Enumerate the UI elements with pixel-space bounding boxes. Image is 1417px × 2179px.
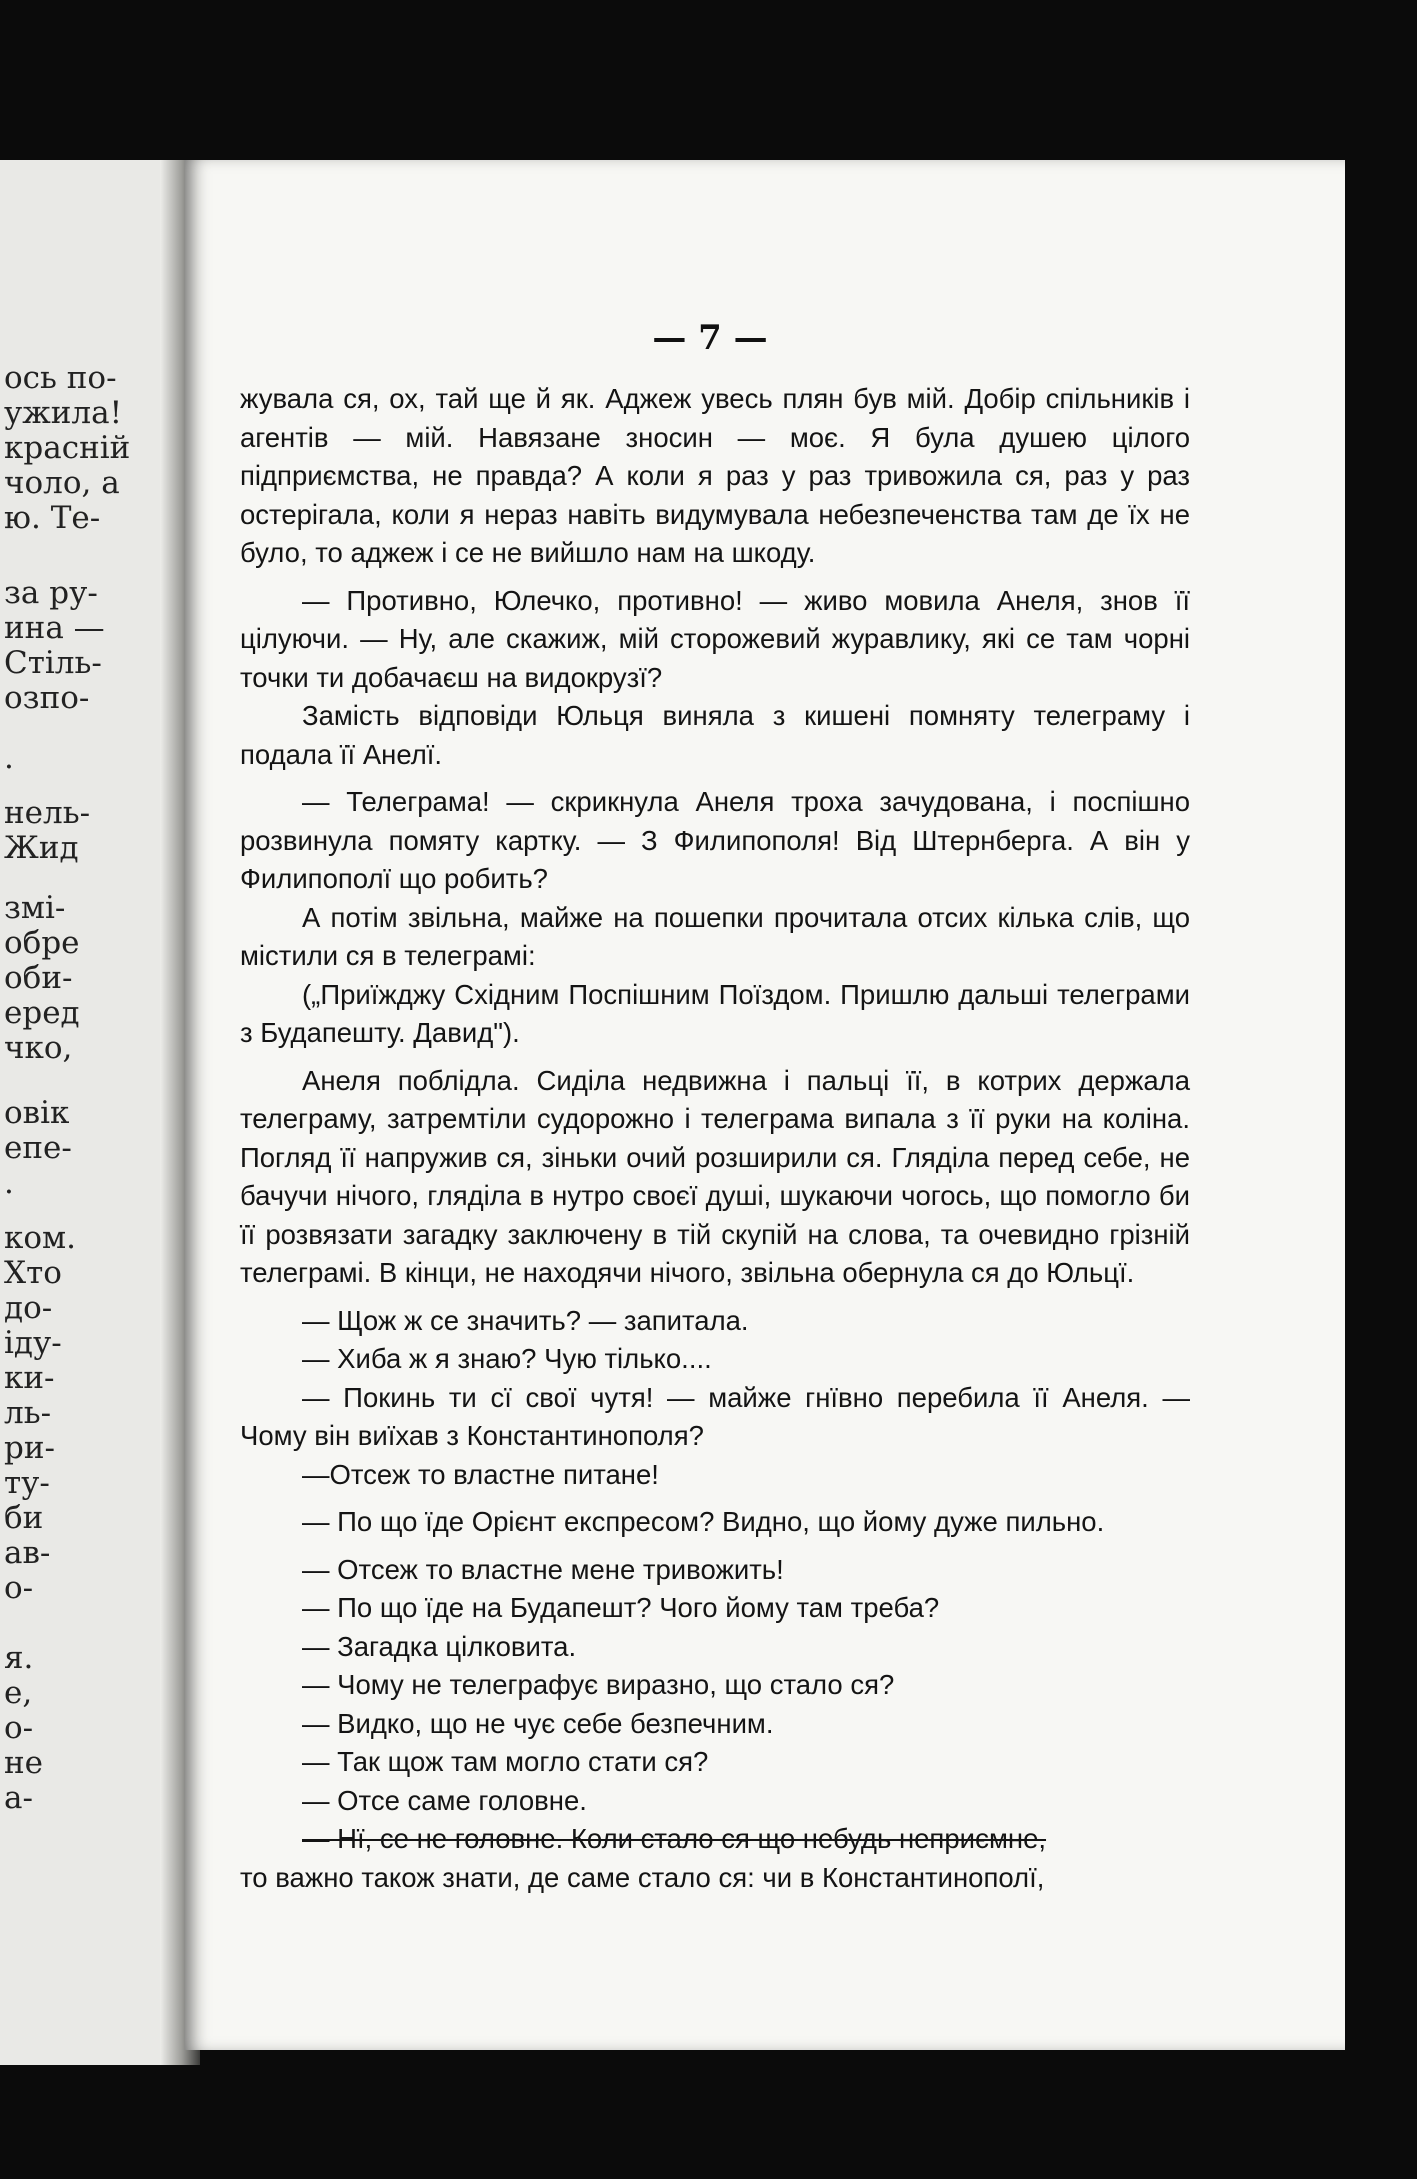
left-page-fragment: би — [4, 1500, 44, 1536]
paragraph: А потім звільна, майже на пошепки прочитала отсих кілька слів, що містили ся в телеграмі: — [240, 901, 1190, 971]
page-body — [240, 380, 1190, 1897]
left-page-fragment: красній — [4, 430, 131, 466]
paragraph: — Телеграма! — скрикнула Анеля троха зачудована, і поспішно розвинула помяту картку. — З Филипополя! Від Штернберга. А він у Филипополї що робить? — [240, 786, 1190, 894]
left-page-fragment: озпо- — [4, 680, 90, 716]
left-page-fragment: за ру- — [4, 575, 98, 611]
left-page-fragment: е, — [4, 1675, 33, 1711]
left-page-fragment: ина — — [4, 610, 105, 646]
paragraph: Замість відповіди Юльця виняла з кишені помняту телеграму і подала її Анелї. — [240, 700, 1190, 770]
dialogue-line: — Щож ж се значить? — запитала. — [302, 1304, 749, 1336]
paragraph: — Противно, Юлечко, противно! — живо мовила Анеля, знов її цілуючи. — Ну, але скажиж, мій сторожевий журавлику, які се там чорні точки ти добачаєш на видокрузї? — [240, 584, 1190, 693]
dialogue-line: — Покинь ти сї свої чутя! — майже гнївно перебила її Анеля. — Чому він виїхав з Константинополя? — [240, 1381, 1190, 1451]
dialogue-line: — Отсеж то властне мене тривожить! — [302, 1553, 784, 1585]
left-page-fragment: ри- — [4, 1430, 55, 1466]
left-page-fragment: о- — [4, 1570, 34, 1606]
left-page-fragment: обре — [4, 925, 80, 961]
left-page-fragment: оби- — [4, 960, 73, 996]
left-page-fragment: змі- — [4, 890, 66, 926]
page-number: — 7 — — [652, 318, 768, 358]
left-page-fragment: чоло, а — [4, 465, 120, 501]
dialogue-line: — По що їде на Будапешт? Чого йому там треба? — [302, 1592, 940, 1623]
dialogue-line: — Загадка цілковита. — [302, 1630, 577, 1662]
left-page-fragment: ужила! — [4, 395, 123, 431]
dialogue-line: — По що їде Орієнт експресом? Видно, що йому дуже пильно. — [302, 1506, 1105, 1537]
left-page-fragment: . — [4, 1165, 14, 1201]
left-page-fragment: еред — [4, 995, 80, 1031]
dialogue-line: — Чому не телеграфує виразно, що стало ся? — [302, 1669, 895, 1700]
left-page-fragment: ту- — [4, 1465, 50, 1501]
dialogue-line: — Нї, се не головне. Коли стало ся що небудь неприємне, — [302, 1823, 1047, 1854]
left-page-fragment: Хто — [4, 1255, 62, 1291]
left-page-fragment: Стіль- — [4, 645, 102, 681]
left-page-fragment: . — [4, 740, 14, 776]
left-page-fragment: не — [4, 1745, 44, 1781]
left-page-fragment: чко, — [4, 1030, 73, 1066]
dialogue-line: — Так щож там могло стати ся? — [302, 1746, 709, 1777]
left-facing-page — [0, 160, 185, 2065]
left-page-fragment: а- — [4, 1780, 33, 1816]
left-page-fragment: овік — [4, 1095, 70, 1131]
dialogue-line: — Хиба ж я знаю? Чую тілько.... — [302, 1343, 712, 1374]
left-page-fragment: епе- — [4, 1130, 72, 1166]
dialogue-line: — Видко, що не чує себе безпечним. — [302, 1707, 774, 1739]
left-page-fragment: нель- — [4, 795, 91, 831]
paragraph: Анеля поблідла. Сиділа недвижна і пальці її, в котрих держала телеграму, затремтіли судорожно і телеграма випала з її руки на коліна. Погляд її напружив ся, зіньки очий розширили ся. Гляділа перед себе, не бачучи нічого, гляділа в нутро своєї душі, шукаючи чогось, що помогло би її розвязати загадку заключену в тій скупій на слова, та очевидно грізній телеграмі. В кінци, не находячи нічого, звільна обернула ся до Юльцї. — [240, 1064, 1190, 1288]
left-page-fragment: ком. — [4, 1220, 77, 1256]
paragraph: жувала ся, ох, тай ще й як. Аджеж увесь плян був мій. Добір спільників і агентів — мій. Навязане зносин — моє. Я була душею цілого підприємства, не правда? А коли я раз у раз тривожила ся, раз у раз остерігала, коли я нераз навіть видумувала небезпеченства там де їх не було, то аджеж і се не вийшло нам на шкоду. — [240, 383, 1190, 568]
left-page-fragment: ль- — [4, 1395, 52, 1431]
left-page-fragment: ю. Те- — [4, 500, 101, 536]
dialogue-line: то важно також знати, де саме стало ся: чи в Константинополї, — [240, 1861, 1045, 1893]
left-page-fragment: до- — [4, 1290, 53, 1326]
paragraph: („Приїжджу Східним Поспішним Поїздом. Пришлю дальші телеграми з Будапешту. Давид"). — [240, 978, 1190, 1048]
left-page-fragment: ось по- — [4, 360, 117, 396]
left-page-fragment: ав- — [4, 1535, 51, 1571]
left-page-fragment: Жид — [4, 830, 79, 866]
dialogue-line: — Отсе саме головне. — [302, 1784, 587, 1816]
left-page-fragment: о- — [4, 1710, 34, 1746]
left-page-fragment: ки- — [4, 1360, 55, 1396]
left-page-fragment: я. — [4, 1640, 34, 1676]
dialogue-line: —Отсеж то властне питане! — [302, 1458, 659, 1490]
left-page-fragment: іду- — [4, 1325, 62, 1361]
